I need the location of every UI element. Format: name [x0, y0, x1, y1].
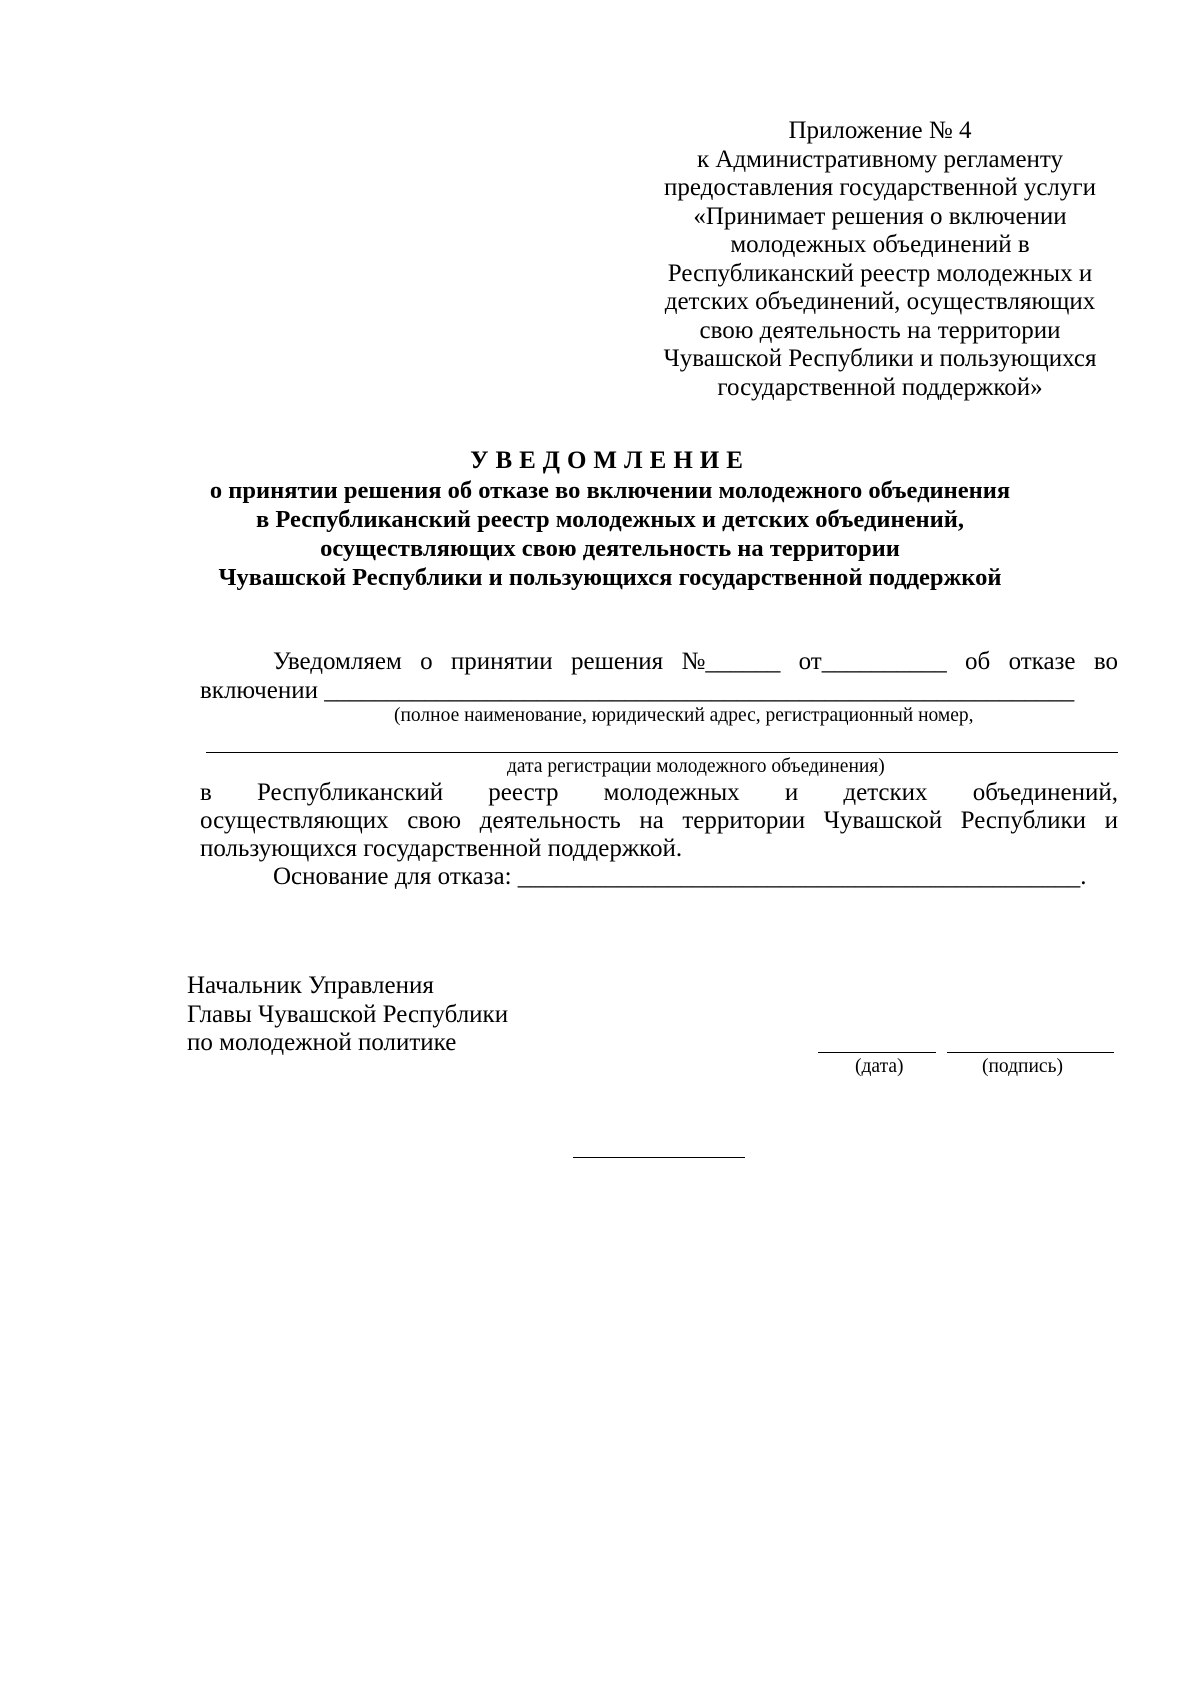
- support-line: пользующихся государственной поддержкой.: [200, 835, 683, 862]
- word: во: [1093, 648, 1118, 675]
- word: и: [1104, 807, 1118, 834]
- word: решения: [570, 648, 664, 675]
- annex-line: свою деятельность на территории: [699, 316, 1061, 344]
- annex-line: Приложение № 4: [788, 117, 972, 144]
- word: Уведомляем: [273, 648, 402, 675]
- annex-line: Республиканский реестр молодежных и: [667, 259, 1093, 287]
- word: деятельность: [479, 807, 621, 834]
- annex-line: государственной поддержкой»: [717, 373, 1043, 401]
- word: отказе: [1008, 648, 1076, 675]
- notice-subtitle-line: в Республиканский реестр молодежных и детских объединений,: [256, 506, 964, 533]
- word: Республиканский: [256, 779, 444, 806]
- annex-line: детских объединений, осуществляющих: [664, 288, 1096, 315]
- registration-caption: дата регистрации молодежного объединения): [507, 756, 885, 777]
- word: в: [200, 779, 212, 806]
- signature-blank-rule: [947, 1052, 1114, 1053]
- closing-separator-rule: [573, 1157, 745, 1158]
- notice-subtitle-line: Чувашской Республики и пользующихся государственной поддержкой: [218, 564, 1002, 591]
- activity-line: [200, 807, 1118, 835]
- notice-title: [150, 446, 1070, 592]
- inclusion-line: включении ____________________________________________________________: [200, 677, 1075, 704]
- refusal-reason-label: Основание для отказа:: [273, 863, 512, 890]
- word: детских: [843, 779, 928, 806]
- signature-caption: (подпись): [982, 1056, 1063, 1077]
- signature-block: [187, 972, 508, 1058]
- word: осуществляющих: [200, 807, 389, 834]
- organization-caption: (полное наименование, юридический адрес, регистрационный номер,: [394, 705, 974, 726]
- date-blank-rule: [818, 1052, 936, 1053]
- word: Чувашской: [823, 807, 943, 834]
- annex-block: [650, 117, 1110, 402]
- word: территории: [682, 807, 806, 834]
- signatory-title-line: Начальник Управления: [187, 972, 434, 999]
- notice-subtitle-line: осуществляющих свою деятельность на территории: [320, 535, 900, 562]
- word: о: [420, 648, 433, 675]
- word: свою: [407, 807, 462, 834]
- decision-date-blank: от__________: [798, 648, 947, 675]
- registry-line: [200, 779, 1118, 807]
- word: Республики: [960, 807, 1087, 834]
- notice-subtitle-line: о принятии решения об отказе во включении молодежного объединения: [209, 477, 1011, 504]
- refusal-reason-line: [273, 863, 1087, 891]
- decision-number-blank: №______: [681, 648, 781, 675]
- signatory-title-line: Главы Чувашской Республики: [187, 1000, 509, 1028]
- word: и: [784, 779, 799, 806]
- refusal-reason-blank: _____________________________________________.: [517, 863, 1087, 890]
- word: на: [639, 807, 664, 834]
- date-caption: (дата): [855, 1056, 904, 1077]
- word: принятии: [450, 648, 553, 675]
- annex-line: к Административному регламенту: [696, 145, 1064, 173]
- annex-line: «Принимает решения о включении: [693, 202, 1067, 230]
- word: реестр: [488, 779, 559, 806]
- word: молодежных: [603, 779, 740, 806]
- word: объединений,: [972, 779, 1118, 806]
- notice-heading: УВЕДОМЛЕНИЕ: [470, 447, 750, 474]
- organization-blank-rule: [206, 752, 1118, 753]
- annex-line: предоставления государственной услуги: [663, 174, 1097, 201]
- notify-line: [273, 648, 1118, 676]
- annex-line: молодежных объединений в: [730, 231, 1030, 258]
- annex-line: Чувашской Республики и пользующихся: [663, 345, 1097, 372]
- signatory-title-line: по молодежной политике: [187, 1029, 457, 1056]
- word: об: [965, 648, 991, 675]
